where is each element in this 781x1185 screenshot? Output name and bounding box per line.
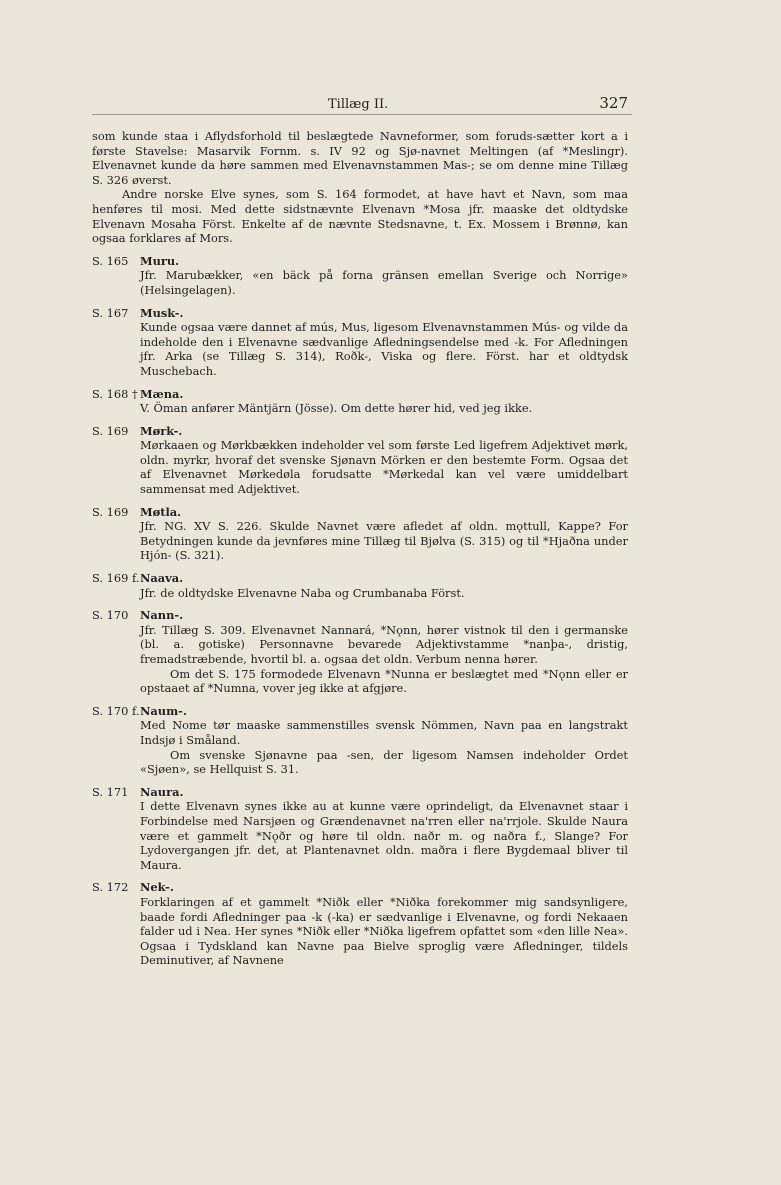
entry-section: S. 165 (92, 253, 129, 268)
entry-section: S. 170 (92, 608, 129, 623)
page-number: 327 (599, 94, 628, 112)
entry-section: S. 171 (92, 784, 129, 799)
entry-section: S. 170 f. (92, 703, 140, 718)
entry-headword: Nek-. (140, 880, 174, 895)
entry-headword: Nann-. (140, 608, 184, 623)
entry-text: Jfr. de oldtydske Elvenavne Naba og Crumbanaba Först. (140, 585, 465, 600)
entry-text: Om det S. 175 formodede Elvenavn *Nunna er beslægtet med *Nǫnn eller er opstaaet af *Numna, vover jeg ikke at afgjøre. (140, 666, 628, 696)
entry-text: Mørkaaen og Mørkbækken indeholder vel som første Led ligefrem Adjektivet mørk, oldn. myrkr, hvoraf det svenske Sjønavn Mörken er den bestemte Form. Ogsaa det af Elvenavnet Mørkedøla forudsatte *Mørkedal kan vel være umiddelbart sammensat med Adjektivet. (140, 438, 628, 497)
entry (92, 306, 628, 379)
entry-headword: Muru. (140, 253, 180, 268)
entry-headword: Naum-. (140, 703, 187, 718)
entry-text: Jfr. Tillæg S. 309. Elvenavnet Nannará, *Nǫnn, hører vistnok til den i germanske (bl. a. gotiske) Personnavne bevarede Adjektivstamme *nanþa-, dristig, fremadstræbende, hvortil bl. a. ogsaa det oldn. Verbum nenna hører. (140, 622, 628, 666)
entry-headword: Mørk-. (140, 423, 183, 438)
entry-section: S. 169 (92, 504, 129, 519)
entry (92, 254, 628, 298)
entry-section: S. 168 † (92, 386, 138, 401)
entry-headword: Naura. (140, 784, 184, 799)
entry (92, 608, 628, 696)
entry-section: S. 169 (92, 423, 129, 438)
entry (92, 704, 628, 777)
entry (92, 785, 628, 873)
entry (92, 571, 628, 600)
entry-headword: Naava. (140, 571, 184, 586)
intro-paragraph: som kunde staa i Aflydsforhold til beslægtede Navneformer, som foruds-sætter kort a i første Stavelse: Masarvik Fornm. s. IV 92 og Sjø-navnet Meltingen (af *Meslingr). Elvenavnet kunde da høre sammen med Elvenavnstammen Mas-; se om denne mine Tillæg S. 326 øverst. (92, 129, 628, 187)
page-body (92, 129, 628, 968)
entry-text: Med Nome tør maaske sammenstilles svensk Nömmen, Navn paa en langstrakt Indsjø i Småland. (140, 718, 628, 747)
entry-text: Jfr. NG. XV S. 226. Skulde Navnet være afledet af oldn. mǫttull, Kappe? For Betydningen kunde da jevnføres mine Tillæg til Bjølva (S. 315) og til *Hjaðna under Hjón- (S. 321). (140, 519, 628, 563)
entry-headword: Mæna. (140, 386, 184, 401)
entry-headword: Møtla. (140, 504, 182, 519)
header-rule (92, 114, 632, 115)
entry-headword: Musk-. (140, 305, 184, 320)
entry (92, 387, 628, 416)
entry (92, 424, 628, 497)
entry (92, 505, 628, 563)
entry-text: I dette Elvenavn synes ikke au at kunne være oprindeligt, da Elvenavnet staar i Forbindelse med Narsjøen og Grændenavnet na'rren eller na'rrjole. Skulde Naura være et gammelt *Nǫðr og høre til oldn. naðr m. og naðra f., Slange? For Lydovergangen jfr. det, at Plantenavnet oldn. maðra i flere Bygdemaal bliver til Maura. (140, 799, 628, 872)
running-title: Tillæg II. (328, 97, 389, 112)
entry (92, 880, 628, 968)
entry-text: V. Öman anfører Mäntjärn (Jösse). Om dette hører hid, ved jeg ikke. (140, 401, 533, 416)
entry-section: S. 169 f. (92, 571, 140, 586)
entry-text: Kunde ogsaa være dannet af mús, Mus, ligesom Elvenavnstammen Mús- og vilde da indeholde den i Elvenavne sædvanlige Afledningsendelse med -k. For Afledningen jfr. Arka (se Tillæg S. 314), Roðk-, Viska og flere. Först. har et oldtydsk Muschebach. (140, 320, 628, 378)
running-head (98, 94, 628, 112)
entry-text: Om svenske Sjønavne paa -sen, der ligesom Namsen indeholder Ordet «Sjøen», se Hellquist S. 31. (140, 747, 628, 777)
entry-section: S. 167 (92, 305, 129, 320)
entry-text: Forklaringen af et gammelt *Niðk eller *Niðka forekommer mig sandsynligere, baade fordi Afledninger paa -k (-ka) er sædvanlige i Elvenavne, og fordi Nekaaen falder ud i Nea. Her synes *Niðk eller *Niðka ligefrem opfattet som «den lille Nea». Ogsaa i Tydskland kan Navne paa Bielve sproglig være Afledninger, tildels Deminutiver, af Navnene (140, 894, 628, 968)
entry-text: Jfr. Marubækker, «en bäck på forna gränsen emellan Sverige och Norrige» (Helsingelagen). (140, 268, 628, 297)
intro-paragraph: Andre norske Elve synes, som S. 164 formodet, at have havt et Navn, som maa henføres til mosi. Med dette sidstnævnte Elvenavn *Mosa jfr. maaske det oldtydske Elvenavn Mosaha Först. Enkelte af de nævnte Stedsnavne, t. Ex. Mossem i Brønnø, kan ogsaa forklares af Mors. (92, 187, 628, 246)
entry-section: S. 172 (92, 880, 129, 895)
